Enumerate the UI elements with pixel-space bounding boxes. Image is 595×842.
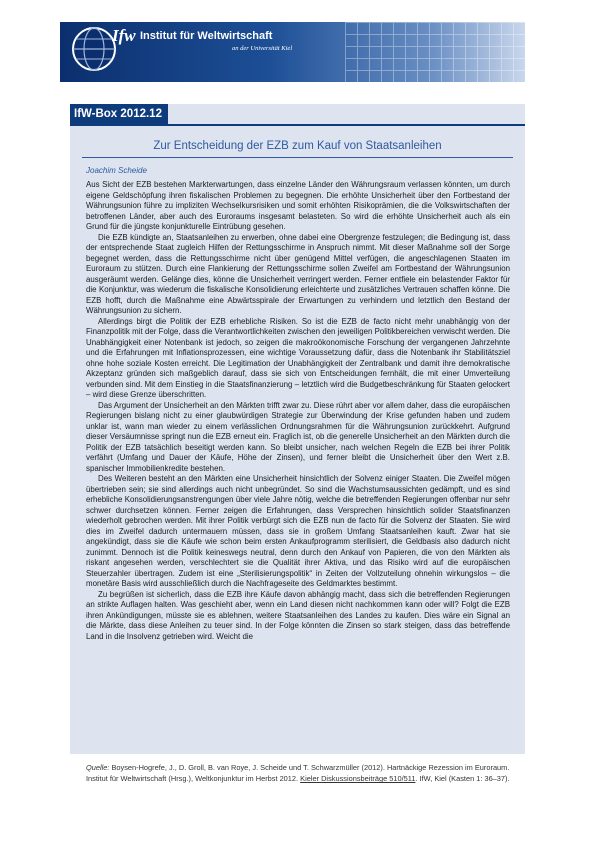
author: Joachim Scheide: [86, 166, 147, 175]
source-citation-end: . IfW, Kiel (Kasten 1: 36–37).: [415, 774, 510, 784]
box-label: IfW-Box 2012.12: [70, 104, 168, 124]
paragraph: Die EZB kündigte an, Staatsanleihen zu erwerben, ohne dabei eine Obergrenze festzulegen; die Bedingung ist, dass der entsprechende Staat zugleich Hilfen der Rettungsschirme in Anspruch nimmt. Mit dieser Maßnahme soll der Sorge begegnet werden, dass die Rettungsschirme nicht über genügend Mittel verfügen, die angeschlagenen Staaten im Euroraum zu stützen. Durch eine Flankierung der Rettungsschirme sollen Zweifel am Fortbestand der Währungsunion ausgeräumt werden. Gelänge dies, könne die Unsicherheit verringert werden. Ferner entfiele ein belastender Faktor für die Konjunktur, was wiederum die fiskalische Konsolidierung erleichterte und zusätzliches Vertrauen schaffen könne. Die EZB hofft, durch die Maßnahme eine Abwärtsspirale der Erwartungen zu verhindern und letztlich den Bestand der Währungsunion zu sichern.: [86, 232, 510, 315]
institute-subtitle: an der Universität Kiel: [232, 45, 293, 52]
source-link[interactable]: Kieler Diskussionsbeiträge 510/511: [300, 774, 416, 784]
box-body: [86, 180, 510, 642]
paragraph: Das Argument der Unsicherheit an den Märkten trifft zwar zu. Diese rührt aber vor allem daher, dass die europäischen Regierungen bislang nicht zu einer glaubwürdigen Strategie zur Überwindung der Krise gefunden haben und zudem unklar ist, wann man wieder zu einem verlässlichen Ordnungsrahmen für die Währungsunion zurückkehrt. Aufgrund dieser Versäumnisse springt nun die EZB erneut ein. Fraglich ist, ob die generelle Unsicherheit an den Märkten durch die Politik der EZB tatsächlich beseitigt werden kann. So bleibt unsicher, nach welchen Regeln die EZB bei ihrer Politik verfährt (Umfang und Dauer der Käufe, Höhe der Zinsen), und ferner bleibt die Unsicherheit über den Wert z.B. spanischer Immobilienkredite bestehen.: [86, 400, 510, 473]
box-title: Zur Entscheidung der EZB zum Kauf von Staatsanleihen: [153, 140, 442, 152]
paragraph: Zu begrüßen ist sicherlich, dass die EZB ihre Käufe davon abhängig macht, dass sich die betreffenden Regierungen an strikte Auflagen halten. Was geschieht aber, wenn ein Land diesen nicht nachkommen kann oder will? Folgt die EZB ihren Ankündigungen, müsste sie es ablehnen, weitere Staatsanleihen des Landes zu kaufen. Dies wäre ein Signal an die Märkte, dass diese Anleihen zu teuer sind. In der Folge könnten die Zinsen so stark steigen, dass das betreffende Land in die Insolvenz getrieben wird. Weicht die: [86, 589, 510, 641]
source-citation: Boysen-Hogrefe, J., D. Groll, B. van Roye, J. Scheide und T. Schwarzmüller (2012). Hartnäckige Rezession im Euroraum. Institut für Weltwirtschaft (Hrsg.), Weltkonjunktur im Herbst 2012.: [86, 763, 510, 784]
institute-name: Institut für Weltwirtschaft: [140, 30, 273, 42]
banner-grid-pattern: [345, 22, 525, 82]
paragraph: Aus Sicht der EZB bestehen Markterwartungen, dass einzelne Länder den Währungsraum verlassen könnten, um durch eigene Geldschöpfung ihren fiskalischen Problemen zu begegnen. Die erhöhte Unsicherheit über den Fortbestand der Währungsunion führe zu impliziten Wechselkursrisiken und somit erhöhten Risikoprämien, die die Volkswirtschaften der betroffenen Länder, aber auch des Euroraums insgesamt belasteten. So wird die erhöhte Unsicherheit auch als ein Grund für die jüngste konjunkturelle Eintrübung gesehen.: [86, 180, 510, 231]
globe-logo-icon: [70, 25, 118, 73]
ifw-logo-mark: Ifw: [112, 26, 136, 45]
title-underline: [82, 157, 513, 158]
source-note: [86, 762, 510, 784]
source-label: Quelle:: [86, 763, 110, 772]
box-top-rule: [70, 124, 525, 126]
paragraph: Allerdings birgt die Politik der EZB erhebliche Risiken. So ist die EZB de facto nicht mehr unabhängig von der Finanzpolitik mit der Folge, dass die Verantwortlichkeiten zwischen den jeweiligen Politikbereichen verwischt werden. Die Unabhängigkeit einer Notenbank ist jedoch, so zeigen die makroökonomische Forschung der vergangenen Jahrzehnte und die Erfahrungen mit Inflationsprozessen, eine wichtige Voraussetzung dafür, dass die Notenbank ihr Stabilitätsziel ohne hohe soziale Kosten erreicht. Die Legitimation der Unabhängigkeit der Zentralbank und damit ihre demokratische Akzeptanz gründen sich maßgeblich darauf, dass sie sich von Entscheidungen fernhält, die mit einer Umverteilung verbunden sind. Mit dem Einstieg in die Staatsfinanzierung – letztlich wird die Budgetbeschränkung für Staaten gelockert – wird diese Grenze überschritten.: [86, 316, 510, 399]
paragraph: Des Weiteren besteht an den Märkten eine Unsicherheit hinsichtlich der Solvenz einiger Staaten. Die Zweifel mögen übertrieben sein; sie sind allerdings auch nicht unbegründet. So sind die Wachstumsaussichten gedämpft, und es sind erhebliche Konsolidierungsanstrengungen über viele Jahre nötig, welche die betreffenden Regierungen offenbar nur sehr schwer durchsetzen können. Ferner zeigen die Erfahrungen, dass Versprechen hinsichtlich solider Staatsfinanzen wiederholt gebrochen werden. Mit ihrer Politik verbürgt sich die EZB nun de facto für die Solvenz der Staaten. Sie wird dies im Zweifel dadurch untermauern müssen, dass sie in großem Umfang Staatsanleihen kauft. Zwar hat sie angekündigt, dass sie die Käufe wie schon beim ersten Ankaufprogramm sterilisiert, die Geldbasis also dadurch nicht zunimmt. Dennoch ist die Politik keineswegs neutral, denn durch den Ankauf von Papieren, die von den Märkten als riskant angesehen werden, verschlechtert sie die Qualität ihrer Aktiva, und das Risiko wird auf die europäischen Steuerzahler übertragen. Zudem ist eine „Sterilisierungspolitik“ in Zeiten der Vollzuteilung ohnehin wirkungslos – die monetäre Basis wird ausschließlich durch die Nachfrageseite des Geldmarktes bestimmt.: [86, 474, 510, 588]
